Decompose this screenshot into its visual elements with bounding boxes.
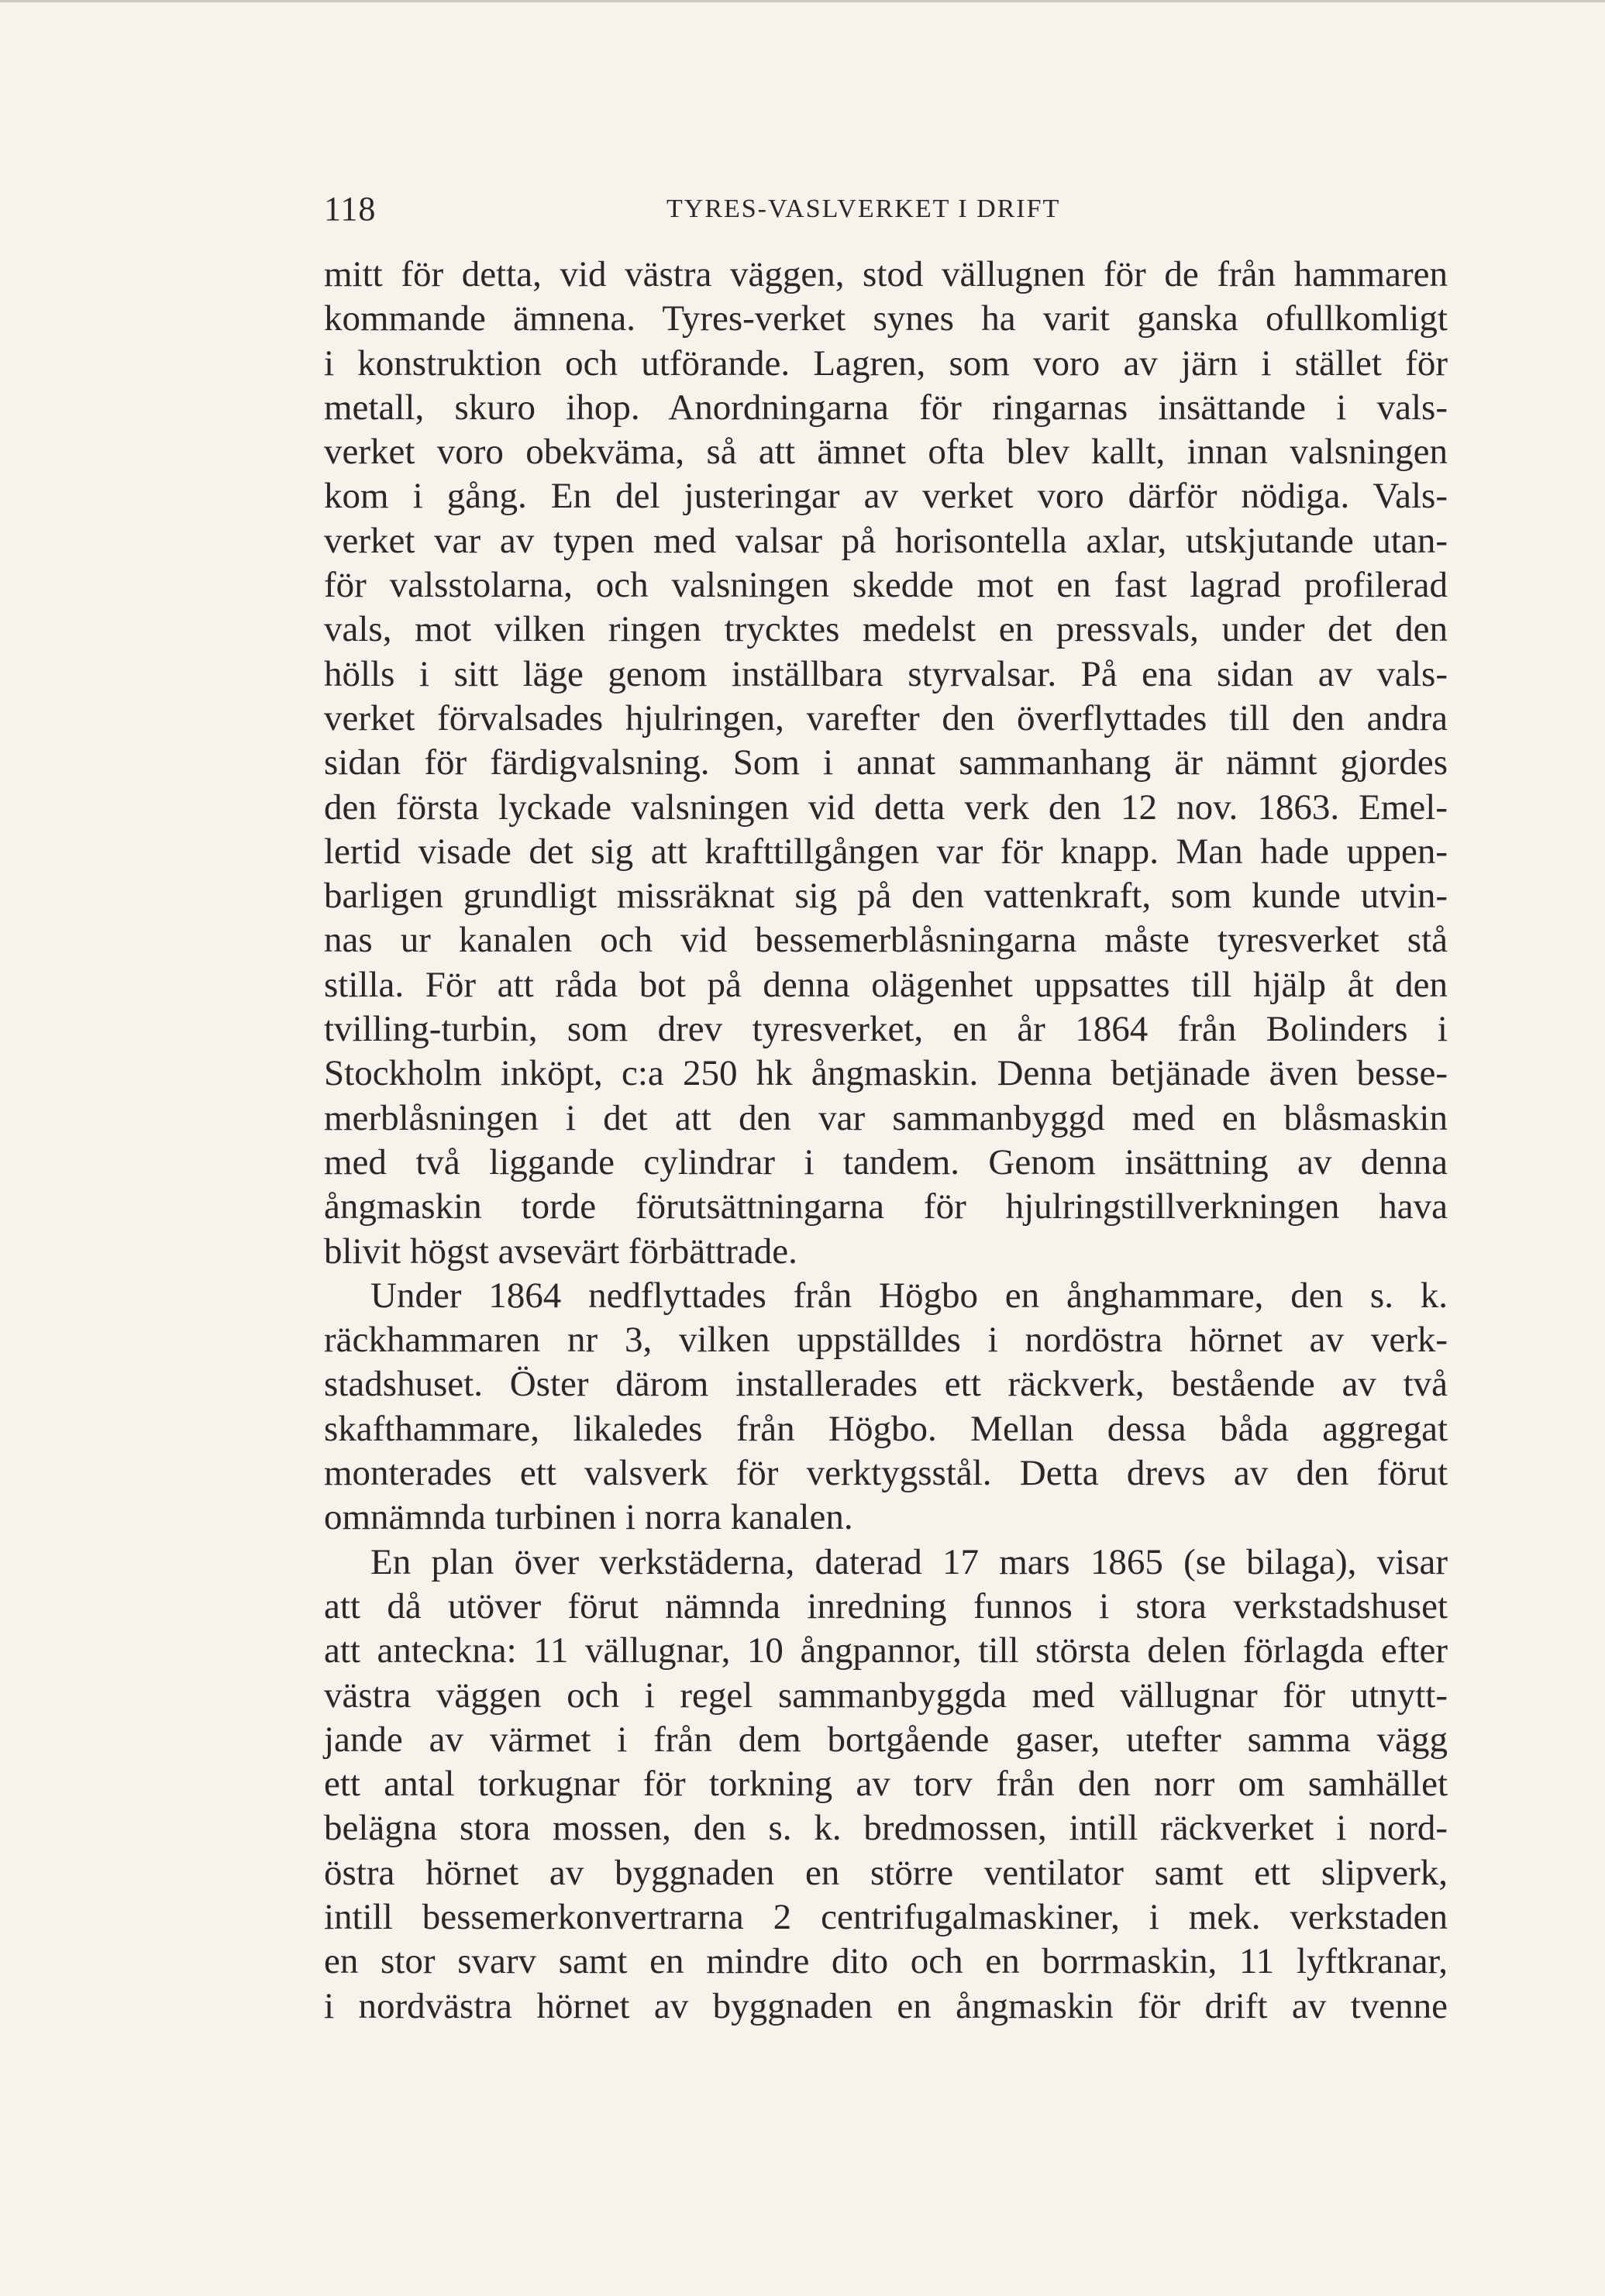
text-line: Stockholm inköpt, c:a 250 hk ångmaskin. Denna betjänade även besse- — [324, 1053, 1448, 1094]
text-line: en stor svarv samt en mindre dito och en borrmaskin, 11 lyftkranar, — [324, 1941, 1448, 1982]
text-line: den första lyckade valsningen vid detta verk den 12 nov. 1863. Emel- — [324, 787, 1448, 828]
text-line: kommande ämnena. Tyres-verket synes ha varit ganska ofullkomligt — [324, 298, 1448, 339]
text-line: verket var av typen med valsar på horisontella axlar, utskjutande utan- — [324, 520, 1448, 561]
text-line: belägna stora mossen, den s. k. bredmossen, intill räckverket i nord- — [324, 1808, 1448, 1849]
text-line: merblåsningen i det att den var sammanbyggd med en blåsmaskin — [324, 1097, 1448, 1138]
text-line: nas ur kanalen och vid bessemerblåsningarna måste tyresverket stå — [324, 920, 1448, 961]
paragraph-first-line: En plan över verkstäderna, daterad 17 mars 1865 (se bilaga), visar — [370, 1541, 1448, 1582]
text-line: barligen grundligt missräknat sig på den vattenkraft, som kunde utvin- — [324, 876, 1448, 917]
text-line: kom i gång. En del justeringar av verket voro därför nödiga. Vals- — [324, 476, 1448, 517]
text-line: att anteckna: 11 vällugnar, 10 ångpannor, till största delen förlagda efter — [324, 1630, 1448, 1671]
text-line: för valsstolarna, och valsningen skedde mot en fast lagrad profilerad — [324, 565, 1448, 606]
text-line: verket förvalsades hjulringen, varefter den överflyttades till den andra — [324, 697, 1448, 738]
text-line: stadshuset. Öster därom installerades ett räckverk, bestående av två — [324, 1364, 1448, 1405]
running-head-title: TYRES-VASLVERKET I DRIFT — [666, 194, 1061, 223]
text-line: östra hörnet av byggnaden en större ventilator samt ett slipverk, — [324, 1852, 1448, 1893]
paragraph-first-line: Under 1864 nedflyttades från Högbo en ånghammare, den s. k. — [370, 1275, 1448, 1316]
text-line: sidan för färdigvalsning. Som i annat sammanhang är nämnt gjordes — [324, 742, 1448, 783]
text-line: jande av värmet i från dem bortgående gaser, utefter samma vägg — [324, 1719, 1448, 1760]
text-line: intill bessemerkonvertrarna 2 centrifugalmaskiner, i mek. verkstaden — [324, 1896, 1448, 1937]
text-line: mitt för detta, vid västra väggen, stod vällugnen för de från hammaren — [324, 254, 1448, 294]
text-line: stilla. För att råda bot på denna olägenhet uppsattes till hjälp åt den — [324, 964, 1448, 1005]
body-text — [324, 253, 1448, 2029]
text-line: med två liggande cylindrar i tandem. Genom insättning av denna — [324, 1141, 1448, 1182]
paragraph-last-line: omnämnda turbinen i norra kanalen. — [324, 1497, 853, 1538]
scan-top-edge — [0, 0, 1605, 2]
page-number: 118 — [324, 190, 377, 228]
text-line: i konstruktion och utförande. Lagren, som voro av järn i stället för — [324, 343, 1448, 384]
text-line: räckhammaren nr 3, vilken uppställdes i nordöstra hörnet av verk- — [324, 1320, 1448, 1361]
text-line: vals, mot vilken ringen trycktes medelst en pressvals, under det den — [324, 609, 1448, 650]
text-line: monterades ett valsverk för verktygsstål. Detta drevs av den förut — [324, 1453, 1448, 1494]
text-line: ångmaskin torde förutsättningarna för hjulringstillverkningen hava — [324, 1186, 1448, 1227]
text-line: i nordvästra hörnet av byggnaden en ångmaskin för drift av tvenne — [324, 1985, 1448, 2026]
running-head — [324, 186, 1448, 232]
text-line: ett antal torkugnar för torkning av torv från den norr om samhället — [324, 1764, 1448, 1805]
text-line: att då utöver förut nämnda inredning funnos i stora verkstadshuset — [324, 1585, 1448, 1626]
text-line: skafthammare, likaledes från Högbo. Mellan dessa båda aggregat — [324, 1408, 1448, 1449]
text-line: metall, skuro ihop. Anordningarna för ringarnas insättande i vals- — [324, 387, 1448, 428]
text-line: tvilling-turbin, som drev tyresverket, en år 1864 från Bolinders i — [324, 1009, 1448, 1050]
text-line: västra väggen och i regel sammanbyggda med vällugnar för utnytt- — [324, 1675, 1448, 1716]
text-line: lertid visade det sig att krafttillgången var för knapp. Man hade uppen- — [324, 831, 1448, 872]
paragraph-last-line: blivit högst avsevärt förbättrade. — [324, 1231, 797, 1272]
text-line: hölls i sitt läge genom inställbara styrvalsar. På ena sidan av vals- — [324, 653, 1448, 694]
text-line: verket voro obekväma, så att ämnet ofta blev kallt, innan valsningen — [324, 432, 1448, 473]
